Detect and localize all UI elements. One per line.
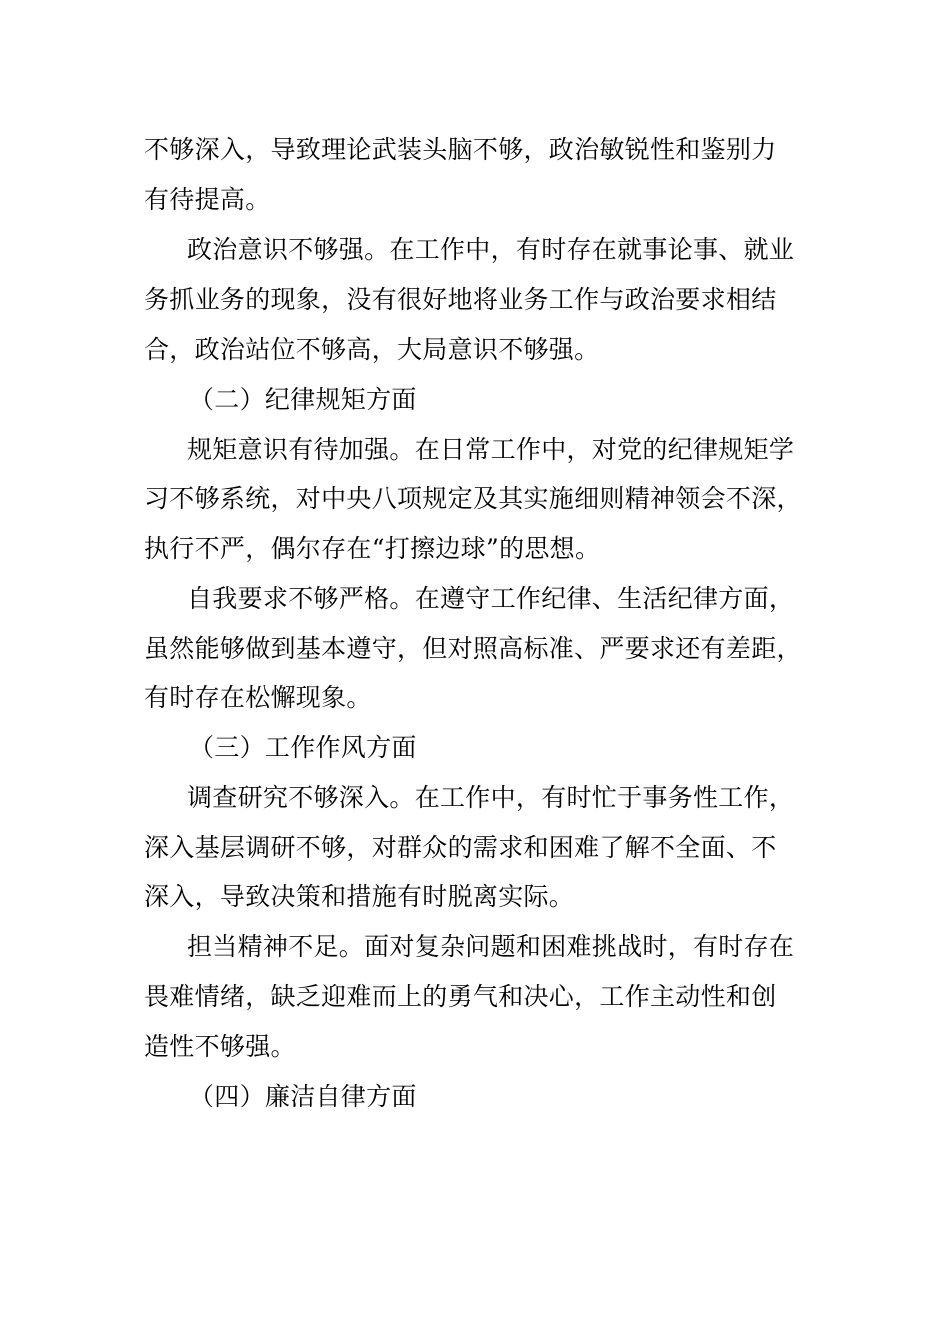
section-heading: （三）工作作风方面 [189, 733, 417, 762]
paragraph-line: 执行不严，偶尔存在“打擦边球”的思想。 [144, 534, 601, 563]
paragraph-line: 有待提高。 [144, 185, 271, 214]
paragraph-line: 调查研究不够深入。在工作中，有时忙于事务性工作， [187, 783, 795, 812]
paragraph-line: 深入，导致决策和措施有时脱离实际。 [144, 882, 575, 911]
paragraph-line: 造性不够强。 [144, 1032, 296, 1061]
paragraph-line: 规矩意识有待加强。在日常工作中，对党的纪律规矩学 [187, 435, 795, 464]
paragraph-line: 习不够系统，对中央八项规定及其实施细则精神领会不深， [144, 484, 802, 513]
paragraph-line: 深入基层调研不够，对群众的需求和困难了解不全面、不 [144, 833, 777, 862]
paragraph-line: 虽然能够做到基本遵守，但对照高标准、严要求还有差距， [144, 634, 802, 663]
paragraph-line: 畏难情绪，缺乏迎难而上的勇气和决心，工作主动性和创 [144, 982, 777, 1011]
paragraph-line: 政治意识不够强。在工作中，有时存在就事论事、就业 [187, 235, 795, 264]
paragraph-line: 不够深入，导致理论武装头脑不够，政治敏锐性和鉴别力 [144, 135, 777, 164]
section-heading: （二）纪律规矩方面 [189, 385, 417, 414]
paragraph-line: 合，政治站位不够高，大局意识不够强。 [144, 335, 600, 364]
section-heading: （四）廉洁自律方面 [189, 1082, 417, 1111]
paragraph-line: 有时存在松懈现象。 [144, 683, 372, 712]
paragraph-line: 务抓业务的现象，没有很好地将业务工作与政治要求相结 [144, 285, 777, 314]
paragraph-line: 担当精神不足。面对复杂问题和困难挑战时，有时存在 [187, 932, 795, 961]
paragraph-line: 自我要求不够严格。在遵守工作纪律、生活纪律方面， [187, 584, 795, 613]
